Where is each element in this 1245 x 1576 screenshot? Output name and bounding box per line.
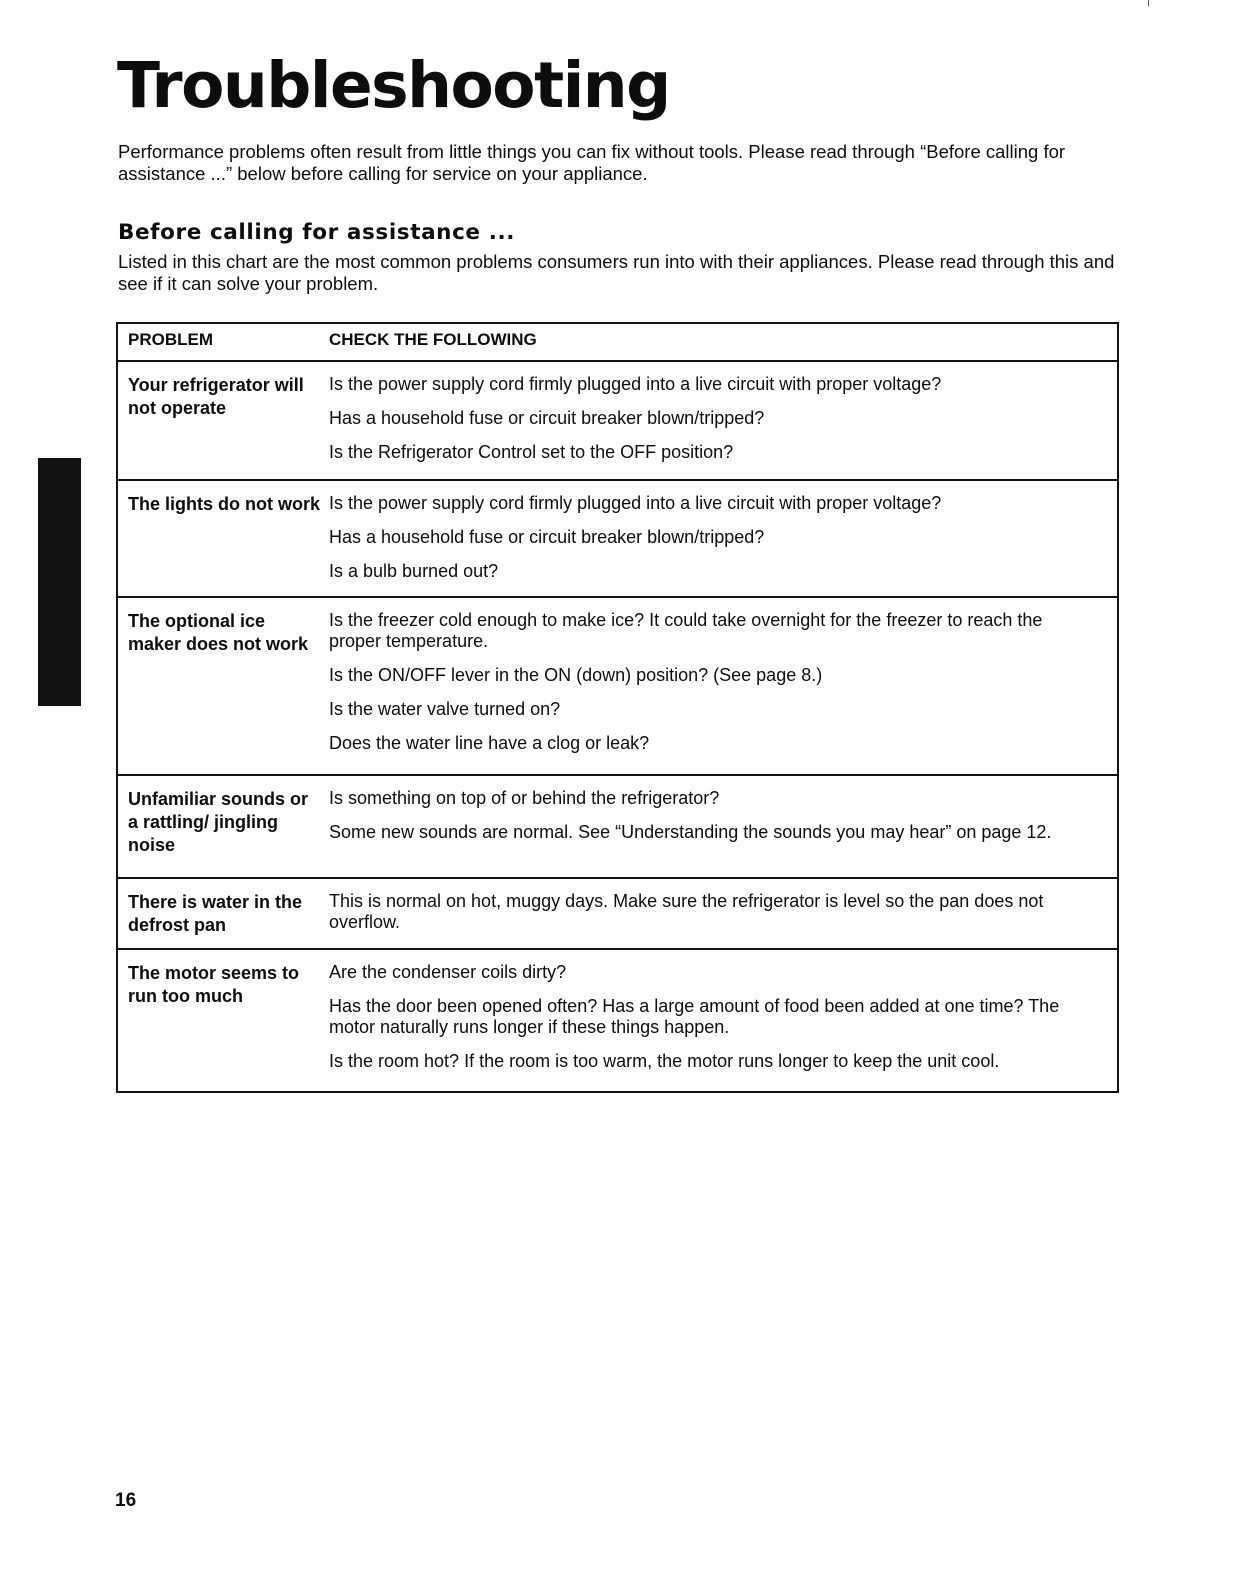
problem-cell	[118, 879, 323, 948]
checks-cell	[323, 879, 1117, 948]
corner-mark	[1148, 0, 1149, 6]
check-item: Is the power supply cord firmly plugged into a live circuit with proper voltage?	[329, 374, 942, 394]
check-item: Is the Refrigerator Control set to the OFF position?	[329, 442, 734, 462]
problem-label: The motor seems to run too much	[128, 963, 300, 1006]
problem-label: There is water in the defrost pan	[128, 892, 303, 935]
checks-column-header: CHECK THE FOLLOWING	[329, 330, 537, 349]
check-item: Has a household fuse or circuit breaker blown/tripped?	[329, 408, 765, 428]
check-item: Is something on top of or behind the refrigerator?	[329, 788, 720, 808]
checks-cell	[323, 362, 1117, 479]
side-index-tab	[38, 458, 81, 706]
table-body	[118, 360, 1117, 1091]
problem-cell	[118, 598, 323, 774]
checks-cell	[323, 481, 1117, 596]
check-item: Is the power supply cord firmly plugged into a live circuit with proper voltage?	[329, 493, 942, 513]
table-row	[118, 948, 1117, 1091]
page-number: 16	[115, 1490, 137, 1511]
problem-column-cell	[118, 324, 323, 360]
problem-cell	[118, 776, 323, 877]
checks-column-cell	[323, 324, 1117, 360]
page-title: Troubleshooting	[117, 49, 670, 122]
problem-label: Unfamiliar sounds or a rattling/ jingling noise	[128, 789, 309, 855]
problem-column-header: PROBLEM	[128, 330, 213, 349]
problem-cell	[118, 362, 323, 479]
check-item: Has the door been opened often? Has a large amount of food been added at one time? The motor naturally runs longer if these things happen.	[329, 996, 1060, 1037]
checks-cell	[323, 776, 1117, 877]
check-item: Is a bulb burned out?	[329, 561, 499, 581]
table-row	[118, 479, 1117, 596]
check-item: Is the ON/OFF lever in the ON (down) position? (See page 8.)	[329, 665, 823, 685]
problem-label: The lights do not work	[128, 494, 320, 514]
check-item: This is normal on hot, muggy days. Make sure the refrigerator is level so the pan does not overflow.	[329, 891, 1044, 932]
table-row	[118, 596, 1117, 774]
problem-cell	[118, 481, 323, 596]
check-item: Some new sounds are normal. See “Understanding the sounds you may hear” on page 12.	[329, 822, 1052, 842]
section-heading: Before calling for assistance ...	[118, 220, 515, 245]
check-item: Is the water valve turned on?	[329, 699, 561, 719]
table-header-row	[118, 324, 1117, 360]
section-description: Listed in this chart are the most common problems consumers run into with their appliances. Please read through this and see if it can solve your problem.	[118, 251, 1115, 294]
checks-cell	[323, 598, 1117, 774]
problem-label: The optional ice maker does not work	[128, 611, 309, 654]
checks-cell	[323, 950, 1117, 1091]
check-item: Has a household fuse or circuit breaker blown/tripped?	[329, 527, 765, 547]
table-row	[118, 774, 1117, 877]
table-row	[118, 877, 1117, 948]
problem-label: Your refrigerator will not operate	[128, 375, 304, 418]
check-item: Are the condenser coils dirty?	[329, 962, 567, 982]
check-item: Is the freezer cold enough to make ice? It could take overnight for the freezer to reach the proper temperature.	[329, 610, 1043, 651]
check-item: Does the water line have a clog or leak?	[329, 733, 650, 753]
table-row	[118, 360, 1117, 479]
problem-cell	[118, 950, 323, 1091]
troubleshooting-table	[116, 322, 1119, 1093]
intro-paragraph: Performance problems often result from little things you can fix without tools. Please read through “Before calling for assistance ...” below before calling for service on your appliance.	[118, 141, 1066, 184]
check-item: Is the room hot? If the room is too warm, the motor runs longer to keep the unit cool.	[329, 1051, 1000, 1071]
